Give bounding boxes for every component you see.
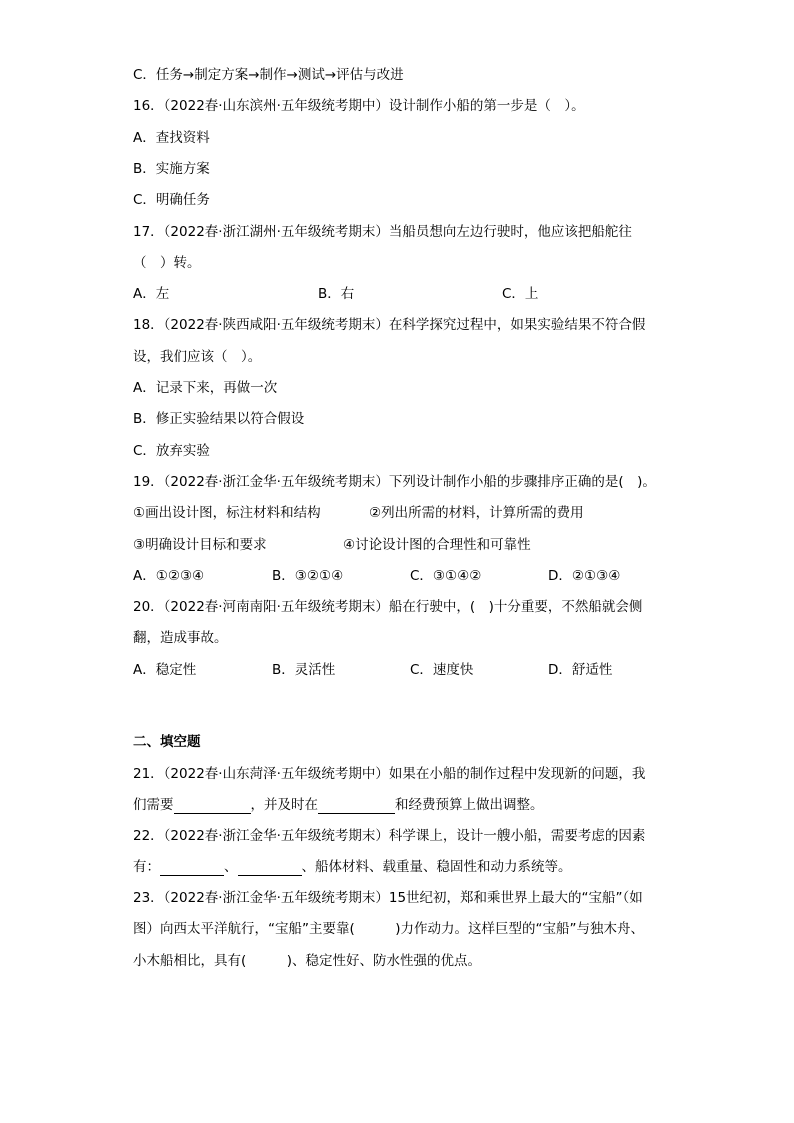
q21-stem-line1: 21．（2022春·山东菏泽·五年级统考期中）如果在小船的制作过程中发现新的问题，我 [133, 766, 646, 782]
q22-blank-1[interactable] [160, 861, 224, 876]
q19-option-b: B．③②①④ [272, 568, 344, 584]
q16-option-b: B．实施方案 [133, 161, 210, 177]
q21-blank-1[interactable] [174, 799, 251, 814]
q19-stem: 19．（2022春·浙江金华·五年级统考期末）下列设计制作小船的步骤排序正确的是( )。 [133, 474, 656, 490]
q22-text-b: 、 [224, 859, 238, 875]
q18-option-b: B．修正实验结果以符合假设 [133, 411, 305, 427]
q18-stem-line2: 设，我们应该（ ）。 [133, 349, 262, 365]
q21-text-b: ，并及时在 [250, 797, 318, 813]
q17-stem-line2: （ ）转。 [133, 255, 201, 271]
q23-stem-line1: 23．（2022春·浙江金华·五年级统考期末）15世纪初，郑和乘世界上最大的“宝船”（如 [133, 890, 643, 906]
q20-option-d: D．舒适性 [548, 662, 613, 678]
q22-stem-line1: 22．（2022春·浙江金华·五年级统考期末）科学课上，设计一艘小船，需要考虑的因素 [133, 828, 646, 844]
q22-text-a: 有： [133, 859, 160, 875]
q20-stem-line1: 20．（2022春·河南南阳·五年级统考期末）船在行驶中，( )十分重要，不然船就会侧 [133, 599, 643, 615]
q15-option-c: C．任务→制定方案→制作→测试→评估与改进 [133, 67, 404, 83]
q18-option-c: C．放弃实验 [133, 443, 210, 459]
q16-option-a: A．查找资料 [133, 130, 210, 146]
q19-option-c: C．③①④② [410, 568, 482, 584]
q21-text-c: 和经费预算上做出调整。 [395, 797, 544, 813]
q16-stem: 16．（2022春·山东滨州·五年级统考期中）设计制作小船的第一步是（ ）。 [133, 98, 585, 114]
q17-option-c: C．上 [502, 286, 539, 302]
q23-stem-line2: 图）向西太平洋航行，“宝船”主要靠( )力作动力。这样巨型的“宝船”与独木舟、 [133, 921, 645, 937]
q19-step-2: ②列出所需的材料，计算所需的费用 [369, 505, 584, 521]
q19-option-d: D．②①③④ [548, 568, 621, 584]
q16-option-c: C．明确任务 [133, 192, 210, 208]
q20-stem-line2: 翻，造成事故。 [133, 630, 228, 646]
q19-step-4: ④讨论设计图的合理性和可靠性 [343, 537, 531, 553]
q20-option-b: B．灵活性 [272, 662, 336, 678]
q23-stem-line3: 小木船相比，具有( )、稳定性好、防水性强的优点。 [133, 953, 482, 969]
q21-stem-line2 [133, 796, 544, 814]
q20-option-c: C．速度快 [410, 662, 474, 678]
q17-option-a: A．左 [133, 286, 170, 302]
q19-step-3: ③明确设计目标和要求 [133, 537, 267, 553]
q21-blank-2[interactable] [318, 799, 395, 814]
q22-text-c: 、船体材料、载重量、稳固性和动力系统等。 [301, 859, 572, 875]
q19-step-1: ①画出设计图，标注材料和结构 [133, 505, 321, 521]
q18-option-a: A．记录下来，再做一次 [133, 380, 278, 396]
q17-stem-line1: 17．（2022春·浙江湖州·五年级统考期末）当船员想向左边行驶时，他应该把船舵往 [133, 224, 632, 240]
section-heading-fill-in: 二、填空题 [133, 734, 201, 750]
q22-blank-2[interactable] [238, 861, 302, 876]
q21-text-a: 们需要 [133, 797, 174, 813]
q18-stem-line1: 18．（2022春·陕西咸阳·五年级统考期末）在科学探究过程中，如果实验结果不符合假 [133, 317, 646, 333]
q19-option-a: A．①②③④ [133, 568, 205, 584]
q17-option-b: B．右 [318, 286, 355, 302]
q22-stem-line2 [133, 858, 572, 876]
q20-option-a: A．稳定性 [133, 662, 197, 678]
